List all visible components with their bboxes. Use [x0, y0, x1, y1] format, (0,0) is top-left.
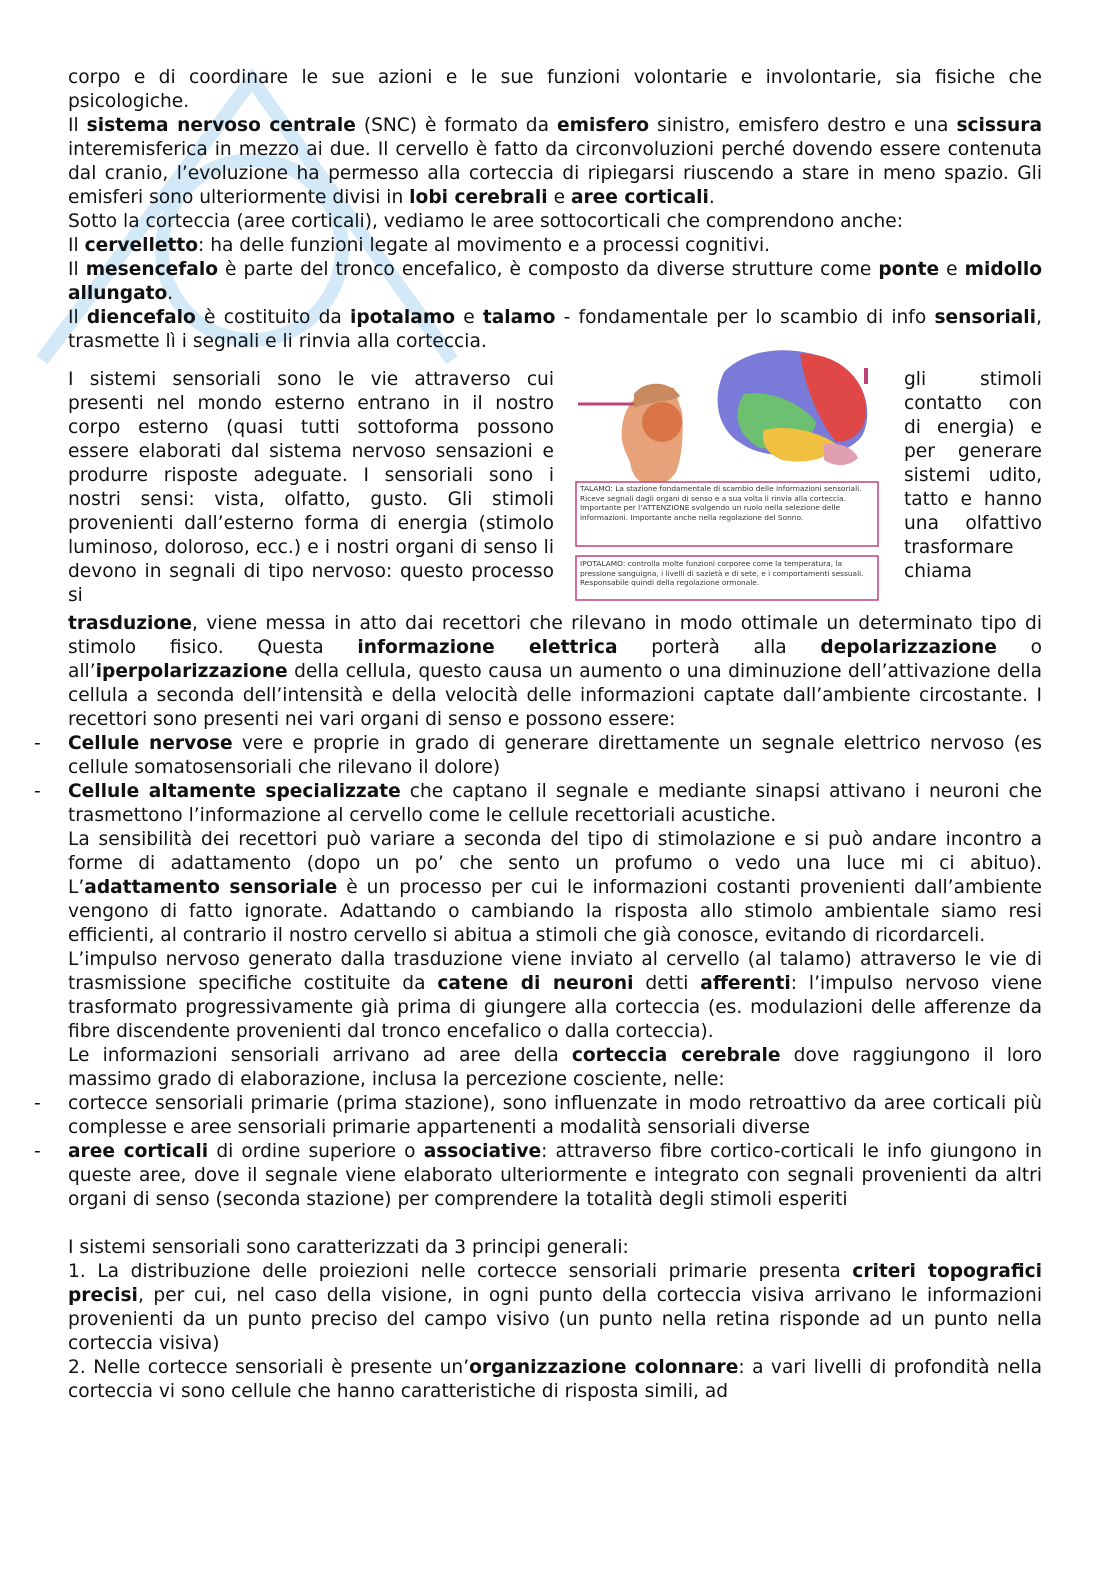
- paragraph-principio-1: 1. La distribuzione delle proiezioni nelle cortecce sensoriali primarie presenta criteri topografici precisi, per cui, nel caso della visione, in ogni punto della corteccia visiva arrivano le informazioni provenienti da un punto preciso del campo visivo (un punto nella retina risponde ad un punto nella corteccia visiva): [68, 1261, 1043, 1354]
- list-item-cellule-nervose: - Cellule nervose vere e proprie in grado di generare direttamente un segnale elettrico nervoso (es cellule somatosensoriali che rilevano il dolore): [68, 732, 1042, 780]
- paragraph-sistemi-left: I sistemi sensoriali sono le vie attraverso cui presenti nel mondo esterno entrano in il nostro corpo esterno (quasi tutti sottoforma possono essere elaborati dal sistema nervoso sensazioni e produrre risposte adeguate. I sensoriali sono i nostri sensi: vista, olfatto, gusto. Gli stimoli provenienti dall’esterno forma di energia (stimolo luminoso, doloroso, ecc.) e i nostri organi di senso li devono in segnali di tipo nervoso: questo processo si: [68, 369, 554, 606]
- paragraph-diencefalo: Il diencefalo è costituito da ipotalamo e talamo - fondamentale per lo scambio di info sensoriali, trasmette lì i segnali e li rinvia alla corteccia.: [68, 307, 1042, 352]
- paragraph-trasduzione: trasduzione, viene messa in atto dai recettori che rilevano in modo ottimale un determinato tipo di stimolo fisico. Questa informazione elettrica porterà alla depolarizzazione o all’iperpolarizzazione della cellula, questo causa un aumento o una diminuzione dell’attivazione della cellula a seconda dell’intensità e della velocità delle informazioni captate dall’ambiente circostante. I recettori sono presenti nei vari organi di senso e possono essere:: [68, 613, 1043, 730]
- paragraph-principi: I sistemi sensoriali sono caratterizzati da 3 principi generali:: [68, 1237, 629, 1258]
- paragraph-snc: Il sistema nervoso centrale (SNC) è formato da emisfero sinistro, emisfero destro e una scissura interemisferica in mezzo ai due. Il cervello è fatto da circonvoluzioni perché dovendo essere contenuta dal cranio, l’evoluzione ha permesso alla corteccia di ripiegarsi riuscendo a stare in meno spazio. Gli emisferi sono ulteriormente divisi in lobi cerebrali e aree corticali.: [68, 115, 1042, 208]
- paragraph-sottocorticali: Sotto la corteccia (aree corticali), vediamo le aree sottocorticali che comprendono anche:: [68, 211, 903, 232]
- paragraph-mesencefalo: Il mesencefalo è parte del tronco encefalico, è composto da diverse strutture come ponte e midollo allungato.: [68, 259, 1043, 304]
- brain-figure: [574, 332, 884, 604]
- paragraph-adattamento: La sensibilità dei recettori può variare a seconda del tipo di stimolazione e si può andare incontro a forme di adattamento (dopo un po’ che sento un profumo o vedo una luce mi ci abituo). L’adattamento sensoriale è un processo per cui le informazioni costanti provenienti dall’ambiente vengono di fatto ignorate. Adattando o cambiando la risposta allo stimolo ambientale siamo resi efficienti, al contrario il nostro cervello si abitua a stimoli che già conosce, evitando di ricordarceli.: [68, 829, 1042, 946]
- list-item-aree-associative: - aree corticali di ordine superiore o associative: attraverso fibre cortico-corticali le info giungono in queste aree, dove il segnale viene elaborato ulteriormente e integrato con segnali provenienti da altri organi di senso (seconda stazione) per comprendere la totalità degli stimoli esperiti: [68, 1140, 1042, 1212]
- paragraph-corteccia: Le informazioni sensoriali arrivano ad aree della corteccia cerebrale dove raggiungono il loro massimo grado di elaborazione, inclusa la percezione cosciente, nelle:: [68, 1045, 1043, 1090]
- ipotalamo-box-text: IPOTALAMO: controlla molte funzioni corporee come la temperatura, la pressione sanguigna, i livelli di sazietà e di sete, e i comportamenti sessuali. Responsabile quindi della regolazione ormonale.: [580, 559, 864, 588]
- talamo-box-text: TALAMO: La stazione fondamentale di scambio delle informazioni sensoriali. Riceve segnali dagli organi di senso e a sua volta li rinvia alla corteccia. Importante per l’ATTENZIONE svolgendo un ruolo nella selezione delle informazioni. Importante anche nella regolazione del Sonno.: [580, 484, 862, 522]
- list-item-cortecce-primarie: - cortecce sensoriali primarie (prima stazione), sono influenzate in modo retroattivo da aree corticali più complesse e aree sensoriali primarie appartenenti a modalità sensoriali diverse: [68, 1092, 1042, 1140]
- spacer: [68, 1212, 1042, 1236]
- brain-illustration: [718, 350, 868, 465]
- document-body: [68, 66, 1042, 1404]
- figure-wrap-row: [68, 368, 1042, 612]
- paragraph-cervelletto: Il cervelletto: ha delle funzioni legate al movimento e a processi cognitivi.: [68, 235, 771, 256]
- paragraph-intro: corpo e di coordinare le sue azioni e le sue funzioni volontarie e involontarie, sia fisiche che psicologiche.: [68, 67, 1042, 112]
- head-illustration: [578, 384, 683, 485]
- list-item-cellule-specializzate: - Cellule altamente specializzate che captano il segnale e mediante sinapsi attivano i neuroni che trasmettono l’informazione al cervello come le cellule recettoriali acustiche.: [68, 780, 1042, 828]
- paragraph-sistemi-right: gli stimoli contatto con di energia) e per generare sistemi udito, tatto e hanno una olfattivo trasformare chiama: [904, 369, 1042, 582]
- paragraph-principio-2: 2. Nelle cortecce sensoriali è presente un’organizzazione colonnare: a vari livelli di profondità nella corteccia vi sono cellule che hanno caratteristiche di risposta simili, ad: [68, 1357, 1043, 1402]
- paragraph-impulso: L’impulso nervoso generato dalla trasduzione viene inviato al cervello (al talamo) attraverso le vie di trasmissione specifiche costituite da catene di neuroni detti afferenti: l’impulso nervoso viene trasformato progressivamente già prima di giungere alla corteccia (es. modulazioni delle afferenze da fibre discendente provenienti dal tronco encefalico o dalla corteccia).: [68, 949, 1043, 1042]
